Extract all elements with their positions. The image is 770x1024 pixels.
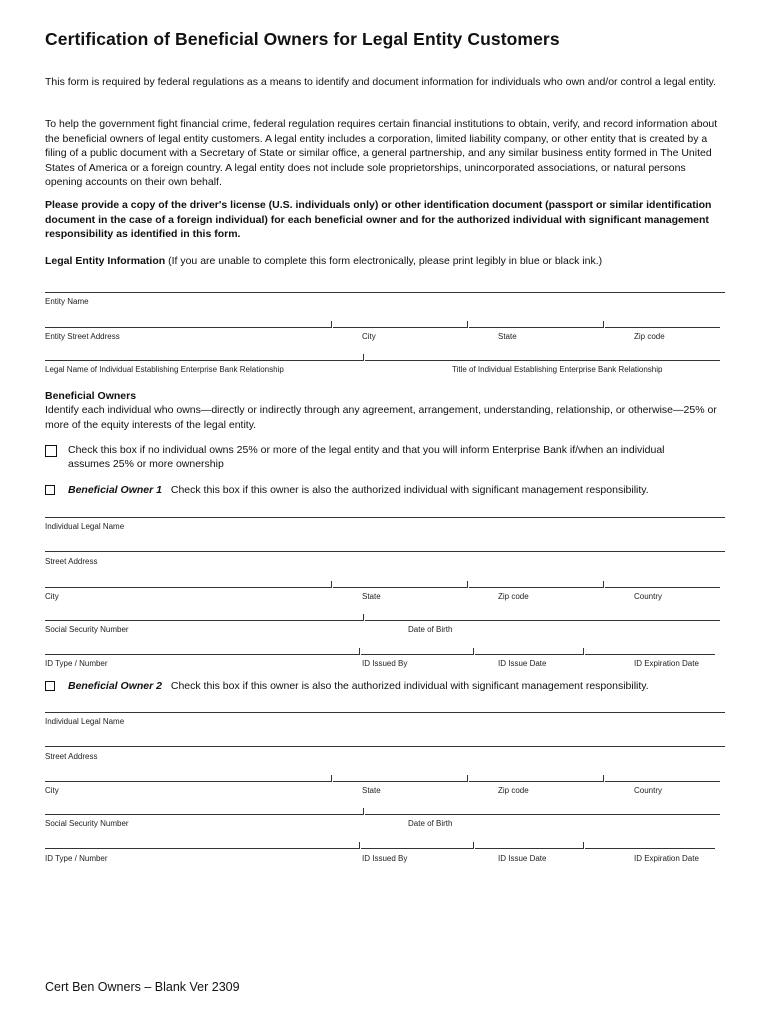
entity-city-label: City (362, 332, 376, 341)
intro-text: This form is required by federal regulations as a means to identify and document information for individuals who own and/or control a legal entity. (45, 76, 716, 88)
owner1-id-issued-by-label: ID Issued By (362, 659, 408, 668)
owner1-country-field[interactable] (605, 587, 720, 588)
owner1-id-issue-date-field[interactable] (475, 654, 583, 655)
field-divider (467, 321, 468, 328)
entity-street-field[interactable] (45, 327, 331, 328)
owner2-dob-label: Date of Birth (408, 819, 453, 828)
field-divider (363, 354, 364, 361)
entity-name-label: Entity Name (45, 297, 89, 306)
owner2-city-label: City (45, 786, 59, 795)
owner2-street-field[interactable] (45, 746, 725, 747)
owner2-id-issue-date-label: ID Issue Date (498, 854, 547, 863)
field-divider (473, 648, 474, 655)
owner1-management-checkbox[interactable] (45, 485, 55, 495)
owner1-ssn-field[interactable] (45, 620, 363, 621)
owner2-id-issue-date-field[interactable] (475, 848, 583, 849)
owner2-ssn-field[interactable] (45, 814, 363, 815)
owner1-title: Beneficial Owner 1 (68, 484, 162, 496)
field-divider (603, 581, 604, 588)
field-divider (467, 775, 468, 782)
no-owner-text-2: assumes 25% or more ownership (68, 458, 224, 470)
field-divider (583, 648, 584, 655)
regulation-paragraph: To help the government fight financial crime, federal regulation requires certain financial institutions to obtain, verify, and record information about the beneficial owners of legal entity customers. A legal entity includes a corporation, limited liability company, or other entity that is created by a filing of a public document with a Secretary of State or similar office, a general partnership, and any similar business entity formed in The United States of America or a foreign country. A legal entity does not include sole proprietorships, unincorporated associations, or natural persons opening accounts on their own behalf. (45, 118, 718, 189)
owner1-zip-label: Zip code (498, 592, 529, 601)
field-divider (331, 775, 332, 782)
owner2-title: Beneficial Owner 2 (68, 680, 162, 692)
owner1-state-field[interactable] (333, 587, 467, 588)
owner2-country-label: Country (634, 786, 663, 795)
owner1-country-label: Country (634, 592, 663, 601)
owner2-legal-name-label: Individual Legal Name (45, 717, 125, 726)
establishing-title-field[interactable] (365, 360, 720, 361)
owner1-city-field[interactable] (45, 587, 331, 588)
field-divider (363, 614, 364, 621)
owner2-city-field[interactable] (45, 781, 331, 782)
owner1-header (68, 483, 649, 497)
owner1-id-issue-date-label: ID Issue Date (498, 659, 547, 668)
owner2-dob-field[interactable] (365, 814, 720, 815)
owner1-check-text: Check this box if this owner is also the authorized individual with significant management responsibility. (170, 484, 649, 496)
owner2-id-expiration-field[interactable] (585, 848, 715, 849)
owner1-id-expiration-label: ID Expiration Date (634, 659, 699, 668)
owner2-zip-field[interactable] (469, 781, 603, 782)
owner1-id-issued-by-field[interactable] (361, 654, 473, 655)
owner2-legal-name-field[interactable] (45, 712, 725, 713)
owner2-country-field[interactable] (605, 781, 720, 782)
owner1-id-type-field[interactable] (45, 654, 359, 655)
field-divider (363, 808, 364, 815)
legal-entity-heading-row (45, 255, 602, 267)
entity-zip-field[interactable] (605, 327, 720, 328)
id-instruction: Please provide a copy of the driver's license (U.S. individuals only) or other identification document (passport or similar identification document in the case of a foreign individual) for each beneficial owner and for the authorized individual with significant management responsibility as identified in this form. (45, 199, 712, 241)
owner2-id-type-field[interactable] (45, 848, 359, 849)
owner2-state-field[interactable] (333, 781, 467, 782)
entity-zip-label: Zip code (634, 332, 665, 341)
owner2-id-issued-by-label: ID Issued By (362, 854, 408, 863)
beneficial-owners-heading: Beneficial Owners (45, 390, 137, 402)
entity-name-field[interactable] (45, 292, 725, 293)
field-divider (359, 648, 360, 655)
owner2-management-checkbox[interactable] (45, 681, 55, 691)
owner2-zip-label: Zip code (498, 786, 529, 795)
entity-state-field[interactable] (469, 327, 603, 328)
legal-entity-heading: Legal Entity Information (45, 255, 166, 267)
owner1-zip-field[interactable] (469, 587, 603, 588)
owner1-ssn-label: Social Security Number (45, 625, 129, 634)
field-divider (359, 842, 360, 849)
owner1-street-field[interactable] (45, 551, 725, 552)
field-divider (331, 321, 332, 328)
field-divider (467, 581, 468, 588)
establishing-name-label: Legal Name of Individual Establishing Enterprise Bank Relationship (45, 365, 284, 374)
entity-city-field[interactable] (333, 327, 467, 328)
owner1-id-expiration-field[interactable] (585, 654, 715, 655)
owner2-header (68, 679, 649, 693)
field-divider (583, 842, 584, 849)
owner1-state-label: State (362, 592, 381, 601)
field-divider (603, 775, 604, 782)
establishing-title-label: Title of Individual Establishing Enterprise Bank Relationship (452, 365, 663, 374)
entity-state-label: State (498, 332, 517, 341)
owner2-id-issued-by-field[interactable] (361, 848, 473, 849)
form-version-footer: Cert Ben Owners – Blank Ver 2309 (45, 980, 240, 994)
no-owner-text-1: Check this box if no individual owns 25% or more of the legal entity and that you will inform Enterprise Bank if/when an individual (68, 444, 665, 456)
owner2-id-type-label: ID Type / Number (45, 854, 108, 863)
owner1-city-label: City (45, 592, 59, 601)
owner1-dob-label: Date of Birth (408, 625, 453, 634)
owner1-id-type-label: ID Type / Number (45, 659, 108, 668)
owner2-street-label: Street Address (45, 752, 98, 761)
field-divider (473, 842, 474, 849)
page-title: Certification of Beneficial Owners for Legal Entity Customers (45, 29, 560, 49)
no-owner-checkbox[interactable] (45, 445, 57, 457)
owner1-street-label: Street Address (45, 557, 98, 566)
owner2-ssn-label: Social Security Number (45, 819, 129, 828)
entity-street-label: Entity Street Address (45, 332, 120, 341)
owner2-state-label: State (362, 786, 381, 795)
owner1-legal-name-label: Individual Legal Name (45, 522, 125, 531)
owner2-id-expiration-label: ID Expiration Date (634, 854, 699, 863)
owner1-dob-field[interactable] (365, 620, 720, 621)
establishing-name-field[interactable] (45, 360, 363, 361)
field-divider (331, 581, 332, 588)
field-divider (603, 321, 604, 328)
owner2-check-text: Check this box if this owner is also the authorized individual with significant management responsibility. (170, 680, 649, 692)
owner1-legal-name-field[interactable] (45, 517, 725, 518)
beneficial-owners-description: Identify each individual who owns—directly or indirectly through any agreement, arrangement, understanding, relationship, or otherwise—25% or more of the equity interests of the legal entity. (45, 404, 717, 431)
legal-entity-note: (If you are unable to complete this form electronically, please print legibly in blue or black ink.) (168, 255, 603, 267)
